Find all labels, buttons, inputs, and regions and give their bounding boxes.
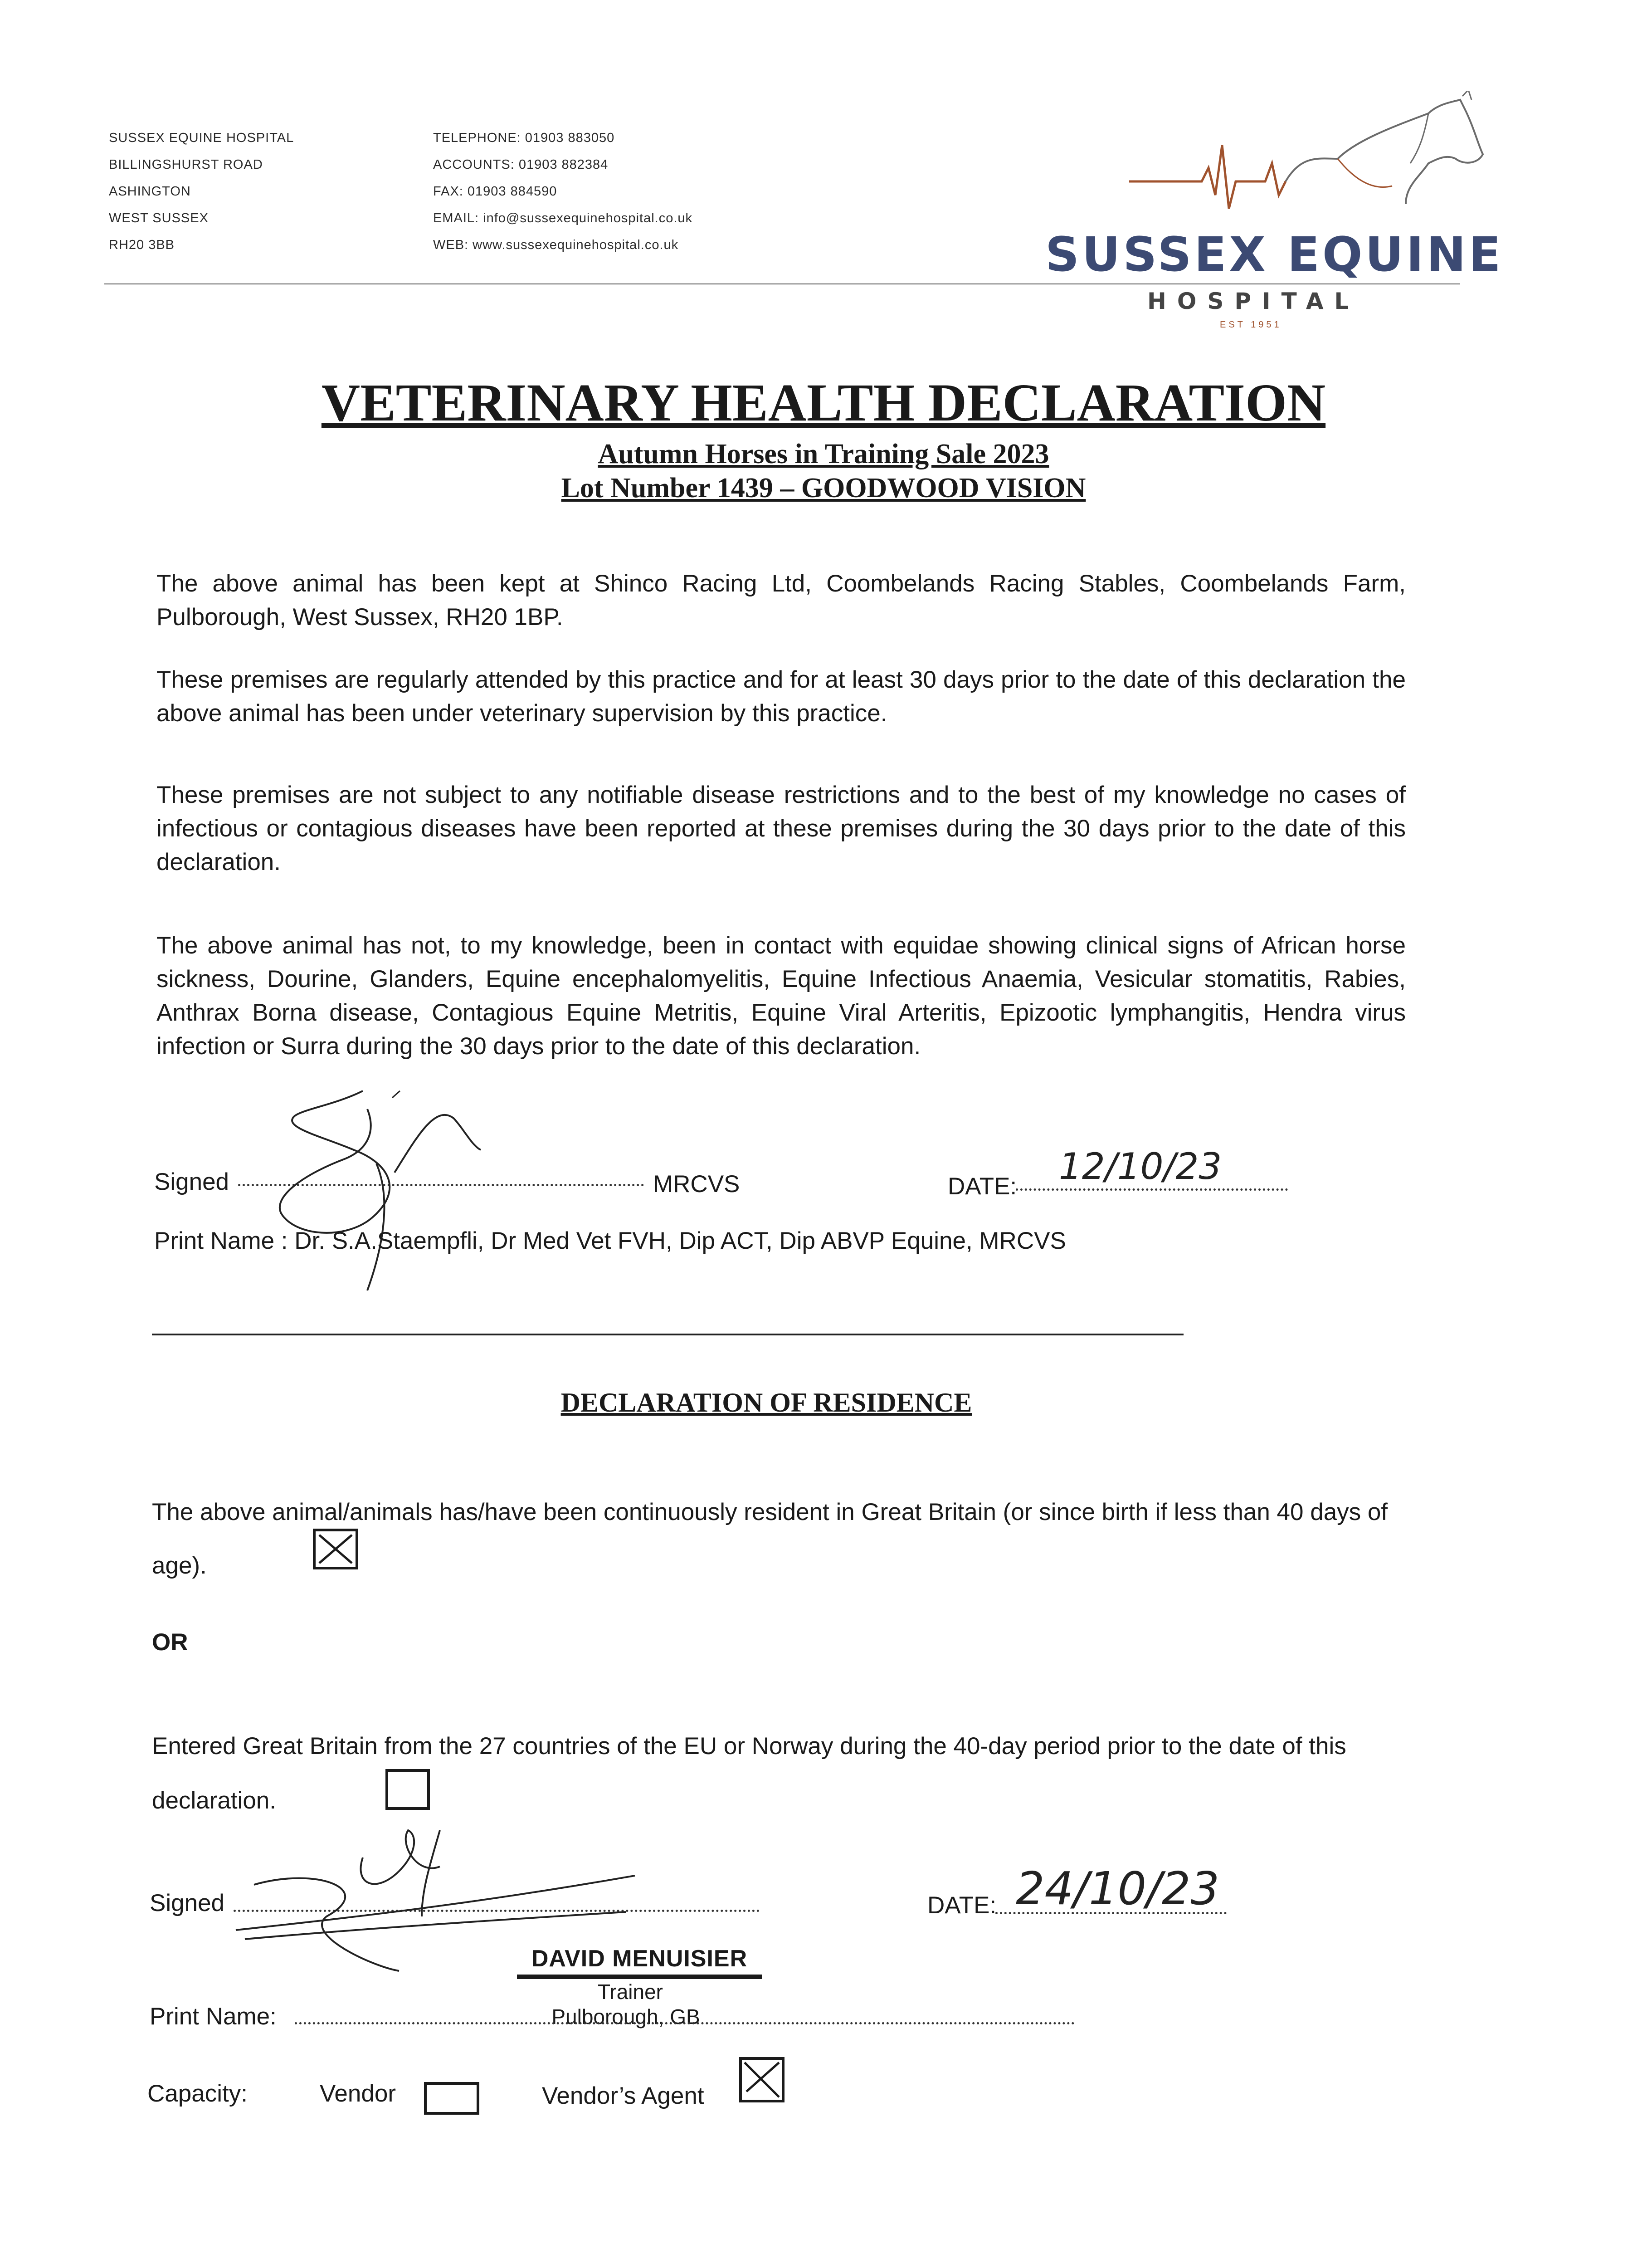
vendor-agent-label: Vendor’s Agent xyxy=(542,2082,704,2109)
address-line: RH20 3BB xyxy=(109,238,175,252)
contact-accounts: ACCOUNTS: 01903 882384 xyxy=(433,157,609,172)
horse-heartbeat-icon xyxy=(1029,91,1487,240)
hospital-address xyxy=(109,125,294,259)
vet-date-label: DATE: xyxy=(948,1173,1017,1200)
mrcvs-label: MRCVS xyxy=(653,1171,740,1198)
stamp-name: DAVID MENUISIER xyxy=(531,1945,748,1972)
vet-signature xyxy=(254,1082,544,1309)
vet-date-line[interactable] xyxy=(1016,1188,1288,1191)
residence-heading: DECLARATION OF RESIDENCE xyxy=(560,1388,972,1418)
capacity-label: Capacity: xyxy=(147,2080,248,2107)
trainer-print-label: Print Name: xyxy=(150,2003,277,2030)
vendor-label: Vendor xyxy=(320,2080,396,2107)
checkbox-cross-icon xyxy=(742,2060,782,2100)
sale-subtitle: Autumn Horses in Training Sale 2023 xyxy=(598,439,1049,469)
supervision-paragraph: These premises are regularly attended by this practice and for at least 30 days prior to the date of this declaration the above animal has been under veterinary supervision by this practice. xyxy=(156,666,1406,727)
residence-option-1: The above animal/animals has/have been continuously resident in Great Britain (or since birth if less than 40 days of age). xyxy=(152,1499,1388,1579)
lot-number: Lot Number 1439 – GOODWOOD VISION xyxy=(561,473,1086,503)
residence-option-2-checkbox[interactable] xyxy=(385,1769,430,1810)
stamp-role: Trainer xyxy=(598,1980,663,2004)
logo-est: EST 1951 xyxy=(1220,320,1282,330)
residence-option-1-checkbox[interactable] xyxy=(313,1529,358,1569)
logo-sub: HOSPITAL xyxy=(1147,288,1360,314)
address-line: SUSSEX EQUINE HOSPITAL xyxy=(109,131,294,145)
contact-paragraph: The above animal has not, to my knowledge, been in contact with equidae showing clinical signs of African horse sickness, Dourine, Glanders, Equine encephalomyelitis, Equine Infectious Anaemia, Vesicular stomatitis, Rabies, Anthrax Borna disease, Contagious Equine Metritis, Equine Viral Arteritis, Epizootic lymphangitis, Hendra virus infection or Surra during the 30 days prior to the date of this declaration. xyxy=(156,932,1406,1060)
checkbox-cross-icon xyxy=(316,1531,356,1567)
disease-restrictions-paragraph: These premises are not subject to any notifiable disease restrictions and to the best of my knowledge no cases of infectious or contagious diseases have been reported at these premises during the 30 days prior to the date of this declaration. xyxy=(156,782,1406,875)
vendor-agent-checkbox[interactable] xyxy=(739,2057,785,2102)
vet-date: 12/10/23 xyxy=(1059,1145,1222,1188)
address-line: WEST SUSSEX xyxy=(109,211,209,225)
stamp-underline xyxy=(517,1975,762,1979)
contact-email: EMAIL: info@sussexequinehospital.co.uk xyxy=(433,211,693,225)
trainer-print-line[interactable] xyxy=(295,2022,1075,2024)
trainer-date: 24/10/23 xyxy=(1016,1862,1220,1915)
residence-option-2: Entered Great Britain from the 27 countries of the EU or Norway during the 40-day period prior to the date of this declaration. xyxy=(152,1733,1346,1814)
or-label: OR xyxy=(152,1629,188,1656)
logo-name: SUSSEX EQUINE xyxy=(1045,227,1504,282)
vet-print-name: Print Name : Dr. S.A.Staempfli, Dr Med Vet FVH, Dip ACT, Dip ABVP Equine, MRCVS xyxy=(154,1227,1066,1254)
trainer-signed-label: Signed xyxy=(150,1890,225,1916)
contact-fax: FAX: 01903 884590 xyxy=(433,184,557,199)
address-line: ASHINGTON xyxy=(109,184,191,199)
trainer-date-label: DATE: xyxy=(927,1892,997,1919)
contact-web: WEB: www.sussexequinehospital.co.uk xyxy=(433,238,679,252)
hospital-contacts xyxy=(433,125,692,259)
vet-signed-label: Signed xyxy=(154,1168,229,1195)
section-divider xyxy=(152,1334,1184,1335)
trainer-stamp xyxy=(503,1944,775,2028)
stamp-place: Pulborough, GB xyxy=(551,2005,700,2028)
hospital-logo xyxy=(1029,91,1504,345)
address-line: BILLINGSHURST ROAD xyxy=(109,157,263,172)
premises-paragraph: The above animal has been kept at Shinco Racing Ltd, Coombelands Racing Stables, Coombelands Farm, Pulborough, West Sussex, RH20 1BP. xyxy=(156,570,1406,631)
page-title: VETERINARY HEALTH DECLARATION xyxy=(321,373,1326,432)
vendor-checkbox[interactable] xyxy=(424,2082,479,2115)
contact-telephone: TELEPHONE: 01903 883050 xyxy=(433,131,615,145)
